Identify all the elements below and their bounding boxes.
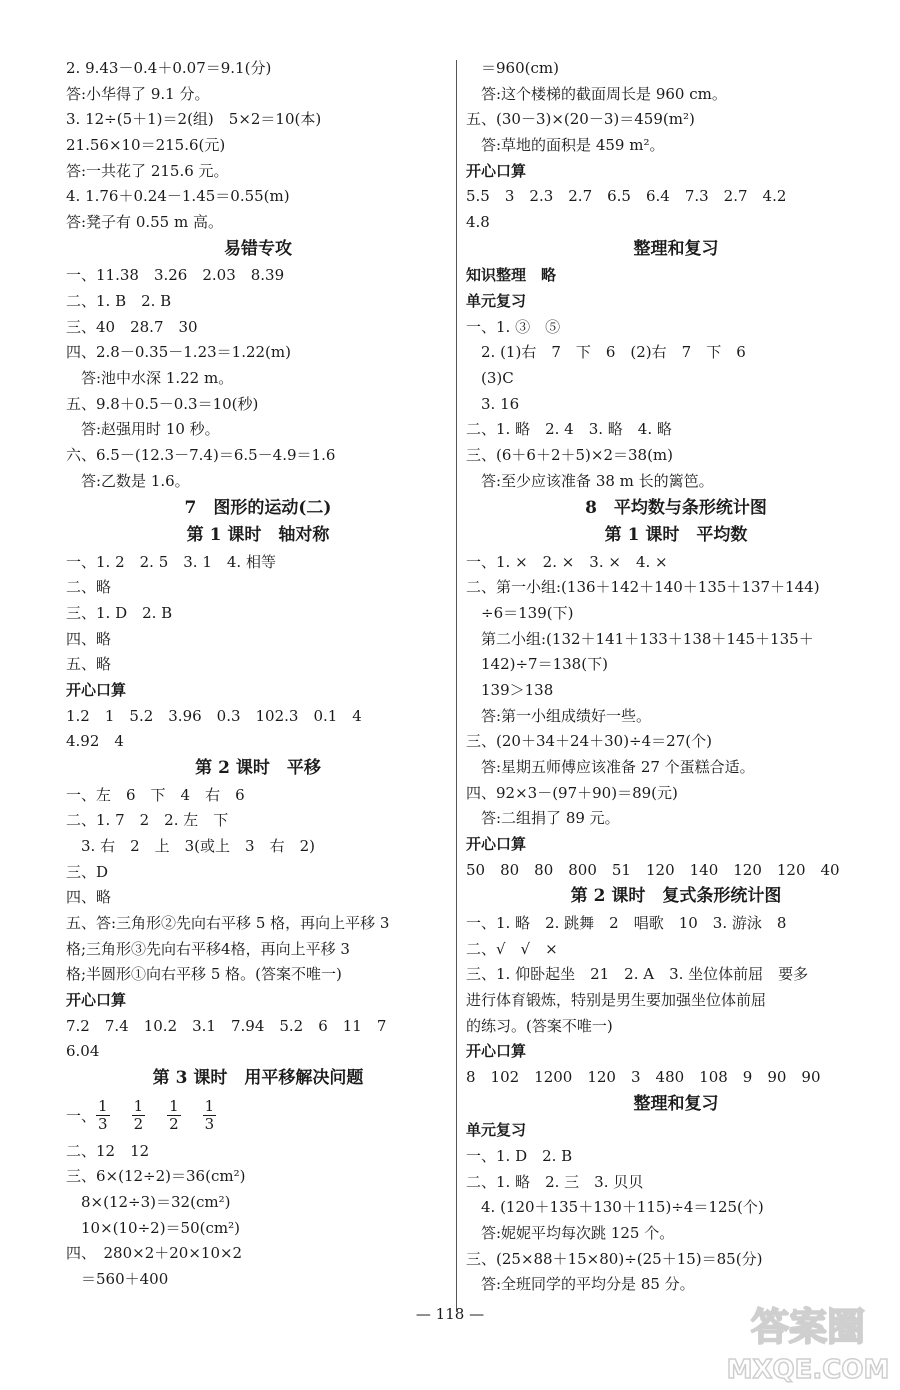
answer-line: 4.8	[466, 213, 490, 232]
subsection-label: 开心口算	[466, 161, 527, 180]
answer-line: 二、12 12	[66, 1141, 150, 1160]
answer-line: 五、略	[66, 655, 112, 674]
answer-line: 四、略	[66, 888, 112, 907]
answer-line: 一、1. × 2. × 3. × 4. ×	[466, 552, 668, 571]
answer-line: 答:这个楼梯的截面周长是 960 cm。	[466, 84, 727, 103]
section-heading: 8 平均数与条形统计图	[585, 497, 767, 518]
subsection-label: 单元复习	[466, 1121, 527, 1140]
fraction	[167, 1098, 181, 1133]
answer-line: 五、9.8＋0.5－0.3＝10(秒)	[66, 394, 259, 413]
section-heading: 整理和复习	[633, 238, 719, 259]
answer-line: 答:乙数是 1.6。	[66, 471, 190, 490]
answer-line: ÷6＝139(下)	[466, 603, 574, 622]
answer-line: 二、√ √ ×	[466, 939, 558, 958]
denominator: 2	[169, 1115, 179, 1134]
answer-line: ＝960(cm)	[466, 59, 559, 77]
answer-line: 8 102 1200 120 3 480 108 9 90 90	[466, 1068, 821, 1087]
answer-line: 答:赵强用时 10 秒。	[66, 420, 220, 439]
answer-line: 答:至少应该准备 38 m 长的篱笆。	[466, 471, 714, 490]
answer-line: 一、1. 略 2. 跳舞 2 唱歌 10 3. 游泳 8	[466, 913, 787, 932]
answer-line: 3. 16	[466, 394, 520, 413]
answer-line: 4. 1.76＋0.24－1.45＝0.55(m)	[66, 187, 290, 206]
subsection-label: 开心口算	[466, 835, 527, 854]
answer-line: 答:二组捐了 89 元。	[466, 809, 620, 828]
answer-line: 答:星期五师傅应该准备 27 个蛋糕合适。	[466, 758, 755, 776]
numerator: 1	[133, 1097, 144, 1116]
answer-line: 4.92 4	[66, 732, 124, 751]
answer-line: 二、1. 7 2 2. 左 下	[66, 811, 229, 830]
answer-line: 第二小组:(132＋141＋133＋138＋145＋135＋	[466, 629, 814, 648]
answer-line: ＝560＋400	[66, 1270, 169, 1288]
denominator: 3	[98, 1115, 108, 1134]
answer-line: 二、1. B 2. B	[66, 292, 172, 310]
numerator: 1	[169, 1097, 179, 1116]
answer-line: 三、6×(12÷2)＝36(cm²)	[66, 1167, 246, 1186]
subsection-label: 开心口算	[66, 680, 127, 699]
watermark-text: 答案圈	[750, 1305, 866, 1349]
answer-line: 6.04	[66, 1042, 100, 1061]
question-prefix: 一、	[66, 1107, 97, 1126]
answer-line: 答:凳子有 0.55 m 高。	[66, 213, 223, 232]
page-number: — 118 —	[415, 1305, 485, 1323]
numerator: 1	[204, 1097, 215, 1116]
answer-line: 的练习。(答案不唯一)	[466, 1016, 613, 1035]
section-heading: 整理和复习	[633, 1093, 719, 1114]
watermark-logo	[718, 1296, 898, 1386]
subsection-label: 知识整理 略	[466, 266, 557, 285]
answer-line: 答:第一小组成绩好一些。	[466, 706, 652, 725]
answer-line: 答:妮妮平均每次跳 125 个。	[466, 1224, 675, 1242]
answer-line: 格;三角形③先向右平移4格，再向上平移 3	[66, 939, 350, 958]
subsection-label: 单元复习	[466, 292, 527, 310]
answer-line: 2. (1)右 7 下 6 (2)右 7 下 6	[466, 343, 746, 362]
answer-line: 四、略	[66, 629, 112, 648]
answer-line: 答:全班同学的平均分是 85 分。	[466, 1275, 695, 1294]
answer-line: 答:一共花了 215.6 元。	[66, 161, 229, 180]
fraction-answer-line	[66, 1093, 450, 1139]
answer-line: 二、1. 略 2. 4 3. 略 4. 略	[466, 420, 672, 439]
section-heading: 第 3 课时 用平移解决问题	[152, 1068, 364, 1089]
watermark-url: MXQE.COM	[726, 1355, 890, 1385]
answer-line: 答:小华得了 9.1 分。	[66, 84, 210, 103]
answer-line: 答:池中水深 1.22 m。	[66, 369, 234, 388]
answer-line: 一、1. 2 2. 5 3. 1 4. 相等	[66, 552, 276, 571]
answer-line: 3. 12÷(5＋1)＝2(组) 5×2＝10(本)	[66, 110, 322, 129]
denominator: 3	[204, 1115, 215, 1134]
answer-line: 一、11.38 3.26 2.03 8.39	[66, 266, 285, 285]
answer-line: 四、 280×2＋20×10×2	[66, 1244, 243, 1263]
answer-line: 三、(20＋34＋24＋30)÷4＝27(个)	[466, 732, 712, 751]
answer-line: 50 80 80 800 51 120 140 120 120 40	[466, 860, 840, 879]
answer-line: 一、1. ③ ⑤	[466, 317, 561, 336]
answer-line: 5.5 3 2.3 2.7 6.5 6.4 7.3 2.7 4.2	[466, 187, 787, 206]
answer-line: 三、1. 仰卧起坐 21 2. A 3. 坐位体前屈 要多	[466, 965, 809, 984]
fraction	[132, 1098, 146, 1133]
answer-line: 142)÷7＝138(下)	[466, 655, 608, 674]
section-heading: 7 图形的运动(二)	[184, 497, 332, 518]
answer-line: 10×(10÷2)＝50(cm²)	[66, 1218, 240, 1237]
answer-line: 3. 右 2 上 3(或上 3 右 2)	[66, 836, 315, 855]
numerator: 1	[98, 1097, 108, 1116]
answer-line: 三、D	[66, 862, 109, 881]
answer-line: (3)C	[466, 369, 514, 388]
answer-line: 五、(30－3)×(20－3)＝459(m²)	[466, 110, 695, 129]
section-heading: 易错专攻	[224, 238, 292, 259]
answer-line: 四、92×3－(97＋90)＝89(元)	[466, 783, 678, 802]
answer-line: 一、1. D 2. B	[466, 1146, 573, 1165]
fraction	[203, 1098, 217, 1133]
fraction	[96, 1098, 110, 1133]
answer-line: 4. (120＋135＋130＋115)÷4＝125(个)	[466, 1198, 764, 1217]
answer-line: 三、40 28.7 30	[66, 317, 198, 336]
right-column	[466, 56, 886, 1298]
section-heading: 第 2 课时 复式条形统计图	[570, 886, 782, 907]
subsection-label: 开心口算	[466, 1042, 527, 1061]
answer-line: 六、6.5－(12.3－7.4)＝6.5－4.9＝1.6	[66, 446, 336, 465]
answer-line: 2. 9.43－0.4＋0.07＝9.1(分)	[66, 59, 272, 77]
answer-line: 二、1. 略 2. 三 3. 贝贝	[466, 1172, 644, 1191]
answer-line: 五、答:三角形②先向右平移 5 格，再向上平移 3	[66, 913, 390, 932]
answer-line: 二、第一小组:(136＋142＋140＋135＋137＋144)	[466, 578, 820, 597]
answer-line: 进行体育锻炼，特别是男生要加强坐位体前屈	[466, 991, 767, 1009]
answer-line: 8×(12÷3)＝32(cm²)	[66, 1192, 231, 1211]
answer-line: 三、1. D 2. B	[66, 603, 173, 622]
answer-line: 格;半圆形①向右平移 5 格。(答案不唯一)	[66, 965, 342, 984]
section-heading: 第 1 课时 平均数	[604, 525, 748, 545]
left-column	[66, 56, 450, 1293]
answer-line: 一、左 6 下 4 右 6	[66, 785, 245, 804]
answer-line: 三、(25×88＋15×80)÷(25＋15)＝85(分)	[466, 1249, 763, 1268]
subsection-label: 开心口算	[66, 991, 127, 1009]
answer-line: 答:草地的面积是 459 m²。	[466, 136, 665, 155]
answer-line: 7.2 7.4 10.2 3.1 7.94 5.2 6 11 7	[66, 1016, 387, 1035]
denominator: 2	[133, 1115, 144, 1134]
column-divider	[456, 60, 457, 1310]
answer-line: 139＞138	[466, 680, 554, 699]
answer-line: 21.56×10＝215.6(元)	[66, 136, 226, 155]
section-heading: 第 1 课时 轴对称	[186, 525, 330, 545]
answer-line: 四、2.8－0.35－1.23＝1.22(m)	[66, 343, 291, 362]
answer-line: 二、略	[66, 578, 112, 597]
answer-line: 三、(6＋6＋2＋5)×2＝38(m)	[466, 446, 674, 465]
answer-line: 1.2 1 5.2 3.96 0.3 102.3 0.1 4	[66, 706, 362, 725]
section-heading: 第 2 课时 平移	[195, 758, 321, 778]
